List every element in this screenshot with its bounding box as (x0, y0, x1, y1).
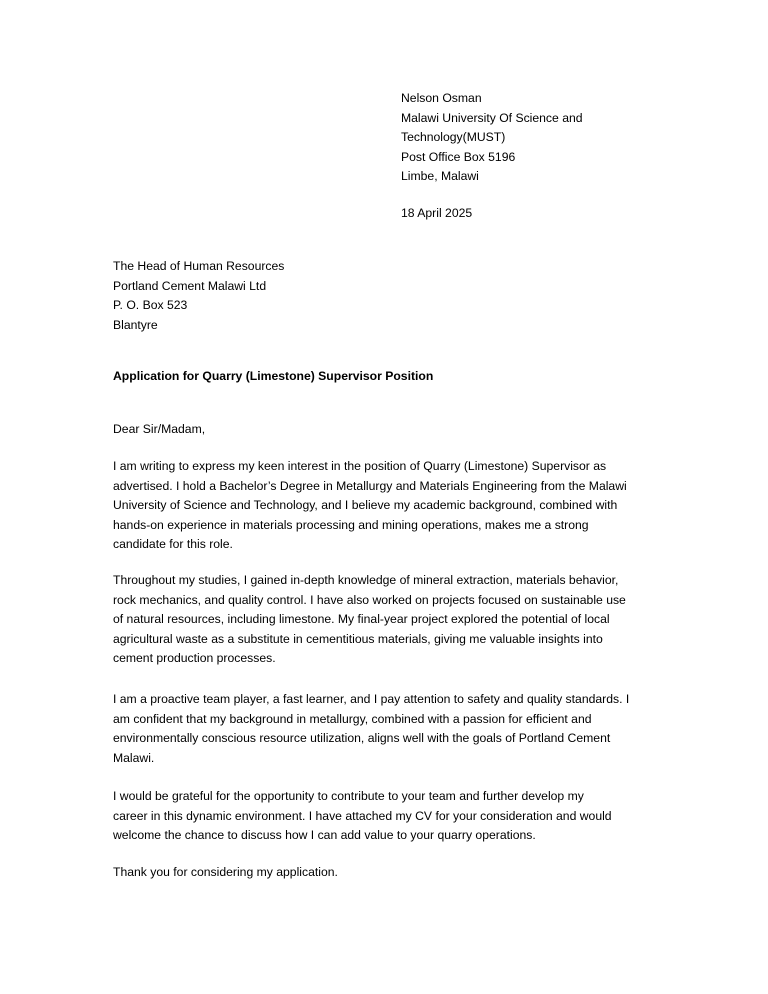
paragraph-line: agricultural waste as a substitute in cementitious materials, giving me valuable insights into (113, 631, 603, 646)
paragraph-line: welcome the chance to discuss how I can add value to your quarry operations. (113, 828, 536, 843)
sender-address-block (401, 89, 731, 187)
paragraph-line: Throughout my studies, I gained in-depth knowledge of mineral extraction, materials behavior, (113, 573, 619, 587)
body-paragraph (113, 787, 661, 846)
recipient-address-line: Blantyre (113, 317, 158, 332)
body-paragraph (113, 690, 661, 768)
paragraph-line: I would be grateful for the opportunity to contribute to your team and further develop my (113, 789, 584, 803)
sender-address-line: Post Office Box 5196 (401, 149, 516, 164)
sender-address-line: Malawi University Of Science and (401, 110, 583, 125)
paragraph-line: Malawi. (113, 750, 155, 765)
paragraph-line: candidate for this role. (113, 537, 233, 552)
paragraph-line: career in this dynamic environment. I have attached my CV for your consideration and would (113, 808, 612, 823)
paragraph-line: cement production processes. (113, 651, 276, 666)
paragraph-line: am confident that my background in metallurgy, combined with a passion for efficient and (113, 711, 592, 726)
subject-line: Application for Quarry (Limestone) Supervisor Position (113, 369, 434, 383)
paragraph-line: I am writing to express my keen interest in the position of Quarry (Limestone) Supervisor as (113, 459, 607, 473)
body-paragraph (113, 457, 661, 555)
salutation: Dear Sir/Madam, (113, 422, 206, 436)
paragraph-line: environmentally conscious resource utilization, aligns well with the goals of Portland Cement (113, 731, 611, 746)
recipient-address-line: Portland Cement Malawi Ltd (113, 278, 267, 293)
sender-address-line: Technology(MUST) (401, 130, 506, 145)
recipient-address-line: P. O. Box 523 (113, 298, 188, 313)
paragraph-line: hands-on experience in materials processing and mining operations, makes me a strong (113, 517, 589, 532)
paragraph-line: University of Science and Technology, and I believe my academic background, combined with (113, 498, 618, 513)
paragraph-line: I am a proactive team player, a fast learner, and I pay attention to safety and quality standards. I (113, 692, 630, 706)
sender-name: Nelson Osman (401, 91, 482, 105)
recipient-address-block (113, 257, 284, 335)
paragraph-line: of natural resources, including limestone. My final-year project explored the potential of local (113, 612, 610, 627)
letter-date: 18 April 2025 (401, 206, 473, 220)
body-paragraph (113, 571, 661, 669)
paragraph-line: rock mechanics, and quality control. I have also worked on projects focused on sustainable use (113, 592, 626, 607)
sender-address-line: Limbe, Malawi (401, 169, 479, 184)
paragraph-line: advertised. I hold a Bachelor’s Degree in Metallurgy and Materials Engineering from the Malawi (113, 478, 627, 493)
recipient-title: The Head of Human Resources (113, 259, 285, 273)
closing-line: Thank you for considering my application. (113, 865, 338, 879)
